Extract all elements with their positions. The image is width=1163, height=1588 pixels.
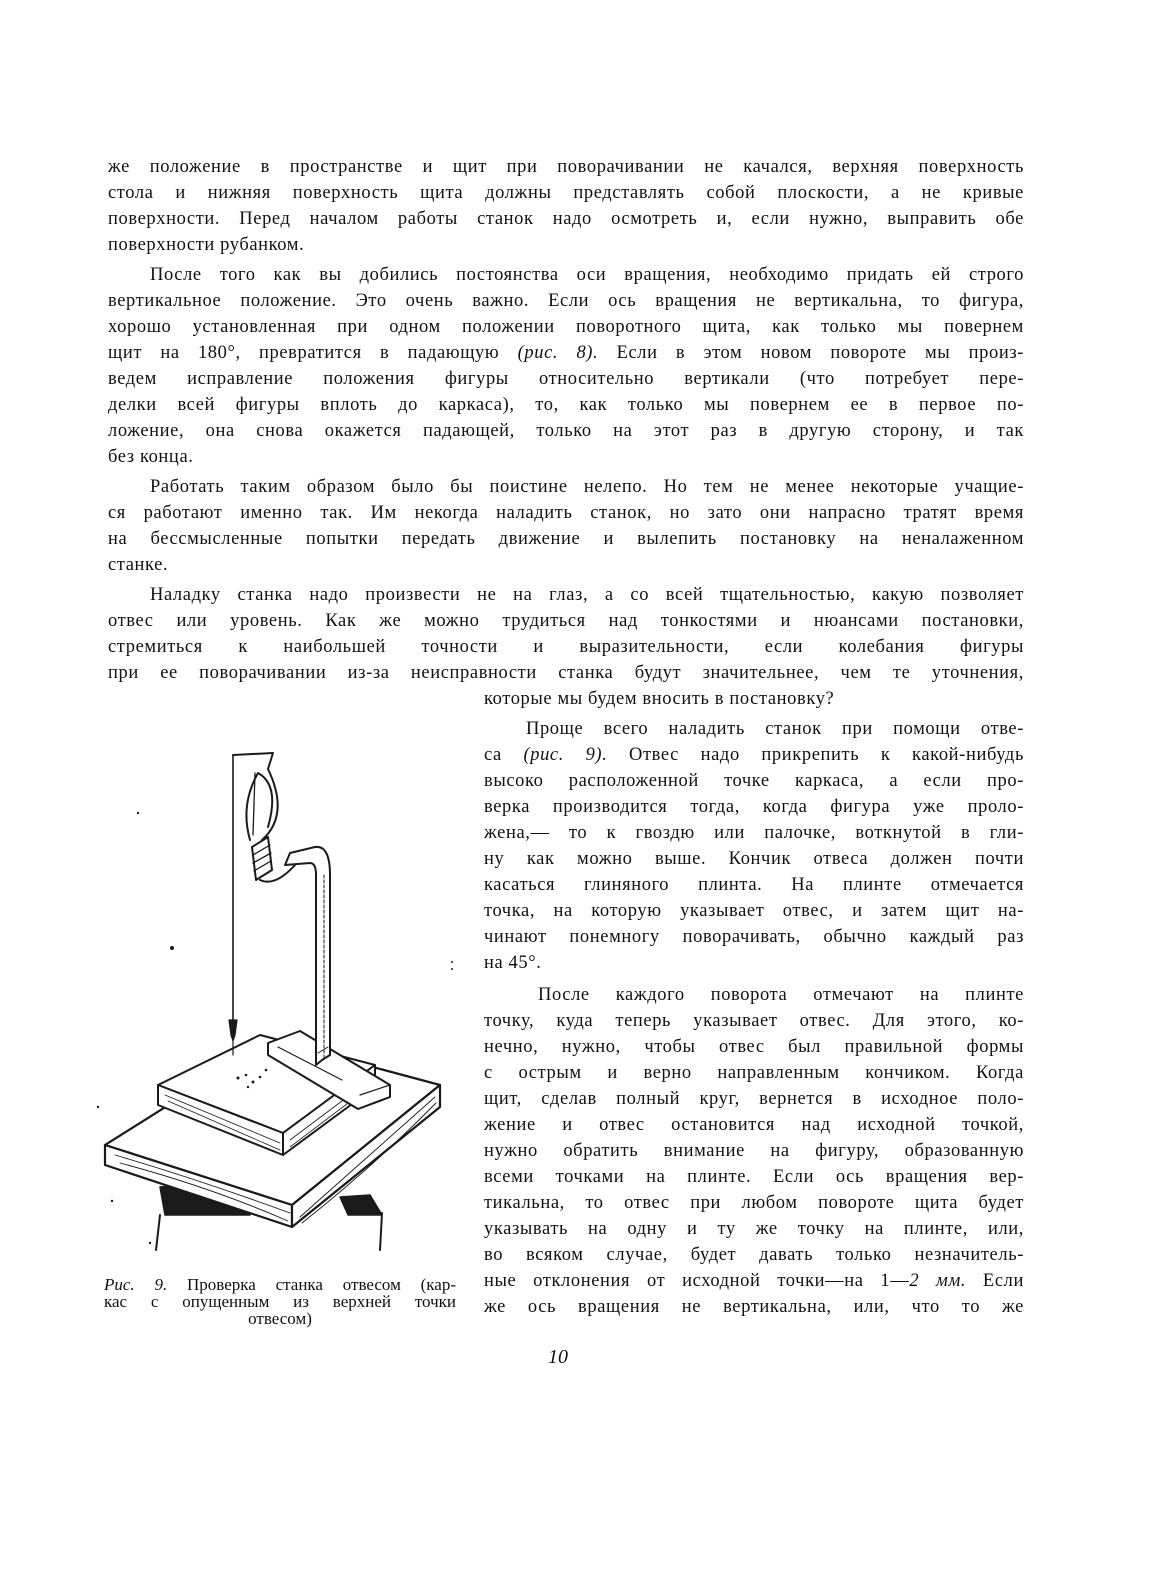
text-line: высоко расположенной точке каркаса, а если про- [484, 771, 1024, 791]
text-line: поверхности. Перед началом работы станок надо осмотреть и, если нужно, выправить обе [108, 209, 1024, 229]
text-line: точку, куда теперь указывает отвес. Для этого, ко- [484, 1011, 1024, 1031]
text-line: жение и отвес остановится над исходной точкой, [484, 1115, 1024, 1135]
text-line: стремиться к наибольшей точности и выразительности, если колебания фигуры [108, 637, 1024, 657]
text-line [108, 340, 1024, 366]
text-line: при ее поворачивании из-за неисправности станка будут значительнее, чем те уточнения, [108, 663, 1024, 683]
speck [451, 968, 453, 970]
text-line: Наладку станка надо произвести не на глаз, а со всей тщательностью, какую позволяет [150, 585, 1024, 605]
text-line: После того как вы добились постоянства оси вращения, необходимо придать ей строго [150, 265, 1024, 285]
speck [97, 1106, 99, 1108]
text-line: ложение, она снова окажется падающей, только на этот раз в другую сторону, и так [108, 421, 1024, 441]
speck [451, 961, 453, 963]
text-run: Если [966, 1271, 1024, 1291]
text-line: щит, сделав полный круг, вернется в исходное поло- [484, 1089, 1024, 1109]
text-line: После каждого поворота отмечают на плинте [538, 985, 1024, 1005]
text-line: с острым и верно направленным кончиком. Когда [484, 1063, 1024, 1083]
text-line: тикальна, то отвес при любом повороте щита будет [484, 1193, 1024, 1213]
figure-reference: (рис. 9). [523, 745, 608, 765]
figure-reference: (рис. 8). [517, 343, 599, 363]
text-line: точка, на которую указывает отвес, и затем щит на- [484, 901, 1024, 921]
page-number: 10 [548, 1346, 568, 1368]
text-line: Проще всего наладить станок при помощи отве- [526, 719, 1024, 739]
text-run: ные отклонения от исходной точки—на 1— [484, 1271, 910, 1291]
text-line: поверхности рубанком. [108, 235, 305, 255]
text-line: ся работают именно так. Им некогда наладить станок, но зато они напрасно тратят время [108, 503, 1024, 523]
plumb-line [229, 755, 237, 1055]
text-line: указывать на одну и ту же точку на плинте, или, [484, 1219, 1024, 1239]
text-line: всеми точками на плинте. Если ось вращения вер- [484, 1167, 1024, 1187]
text-line: хорошо установленная при одном положении поворотного щита, как только мы повернем [108, 317, 1024, 337]
text-line: нечно, нужно, чтобы отвес был правильной формы [484, 1037, 1024, 1057]
speck [111, 1200, 113, 1202]
text-line: касаться глиняного плинта. На плинте отмечается [484, 875, 1024, 895]
text-line: Работать таким образом было бы поистине нелепо. Но тем не менее некоторые учащие- [150, 477, 1024, 497]
text-line: чинают понемногу поворачивать, обычно каждый раз [484, 927, 1024, 947]
text-line: без конца. [108, 447, 194, 467]
caption-label: Рис. 9. [104, 1275, 168, 1294]
text-line: жена,— то к гвоздю или палочке, воткнутой в гли- [484, 823, 1024, 843]
plumb-line-armature-illustration [90, 735, 470, 1265]
text-line: делки всей фигуры вплоть до каркаса), то, как только мы повернем ее в первое по- [108, 395, 1024, 415]
figure-caption [104, 1276, 456, 1327]
speck [170, 946, 174, 950]
text-line: нужно обратить внимание на фигуру, образованную [484, 1141, 1024, 1161]
text-line: во всяком случае, будет давать только незначитель- [484, 1245, 1024, 1265]
text-line: стола и нижняя поверхность щита должны представлять собой плоскости, а не кривые [108, 183, 1024, 203]
text-run: Отвес надо прикрепить к какой-нибудь [607, 745, 1024, 765]
text-line: ведем исправление положения фигуры относительно вертикали (что потребует пере- [108, 369, 1024, 389]
caption-row: кас с опущенным из верхней точки [104, 1292, 456, 1311]
text-line: которые мы будем вносить в постановку? [484, 689, 835, 709]
text-run: щит на 180°, превратится в падающую [108, 343, 518, 363]
speck [137, 812, 139, 814]
text-line: верка производится тогда, когда фигура уже проло- [484, 797, 1024, 817]
text-line: на бессмысленные попытки передать движение и вылепить постановку на неналаженном [108, 529, 1024, 549]
text-run: Если в этом новом повороте мы произ- [598, 343, 1024, 363]
text-line: же ось вращения не вертикальна, или, что то же [484, 1297, 1024, 1317]
text-line [484, 742, 1024, 768]
text-line: станке. [108, 555, 169, 575]
speck [149, 1242, 151, 1244]
caption-row: отвесом) [248, 1309, 312, 1328]
measurement: 2 мм. [909, 1271, 967, 1291]
text-line: вертикальное положение. Это очень важно. Если ось вращения не вертикальна, то фигура, [108, 291, 1024, 311]
text-run: са [484, 745, 524, 765]
text-line: отвес или уровень. Как же можно трудиться над тонкостями и нюансами постановки, [108, 611, 1024, 631]
armature-rod [285, 847, 330, 1065]
text-line [484, 1268, 1024, 1294]
caption-row [104, 1276, 456, 1293]
text-line: ну как можно выше. Кончик отвеса должен почти [484, 849, 1024, 869]
text-line: на 45°. [484, 953, 542, 973]
caption-text: Проверка станка отвесом (кар- [167, 1275, 456, 1294]
text-line: же положение в пространстве и щит при поворачивании не качался, верхняя поверхность [108, 157, 1024, 177]
